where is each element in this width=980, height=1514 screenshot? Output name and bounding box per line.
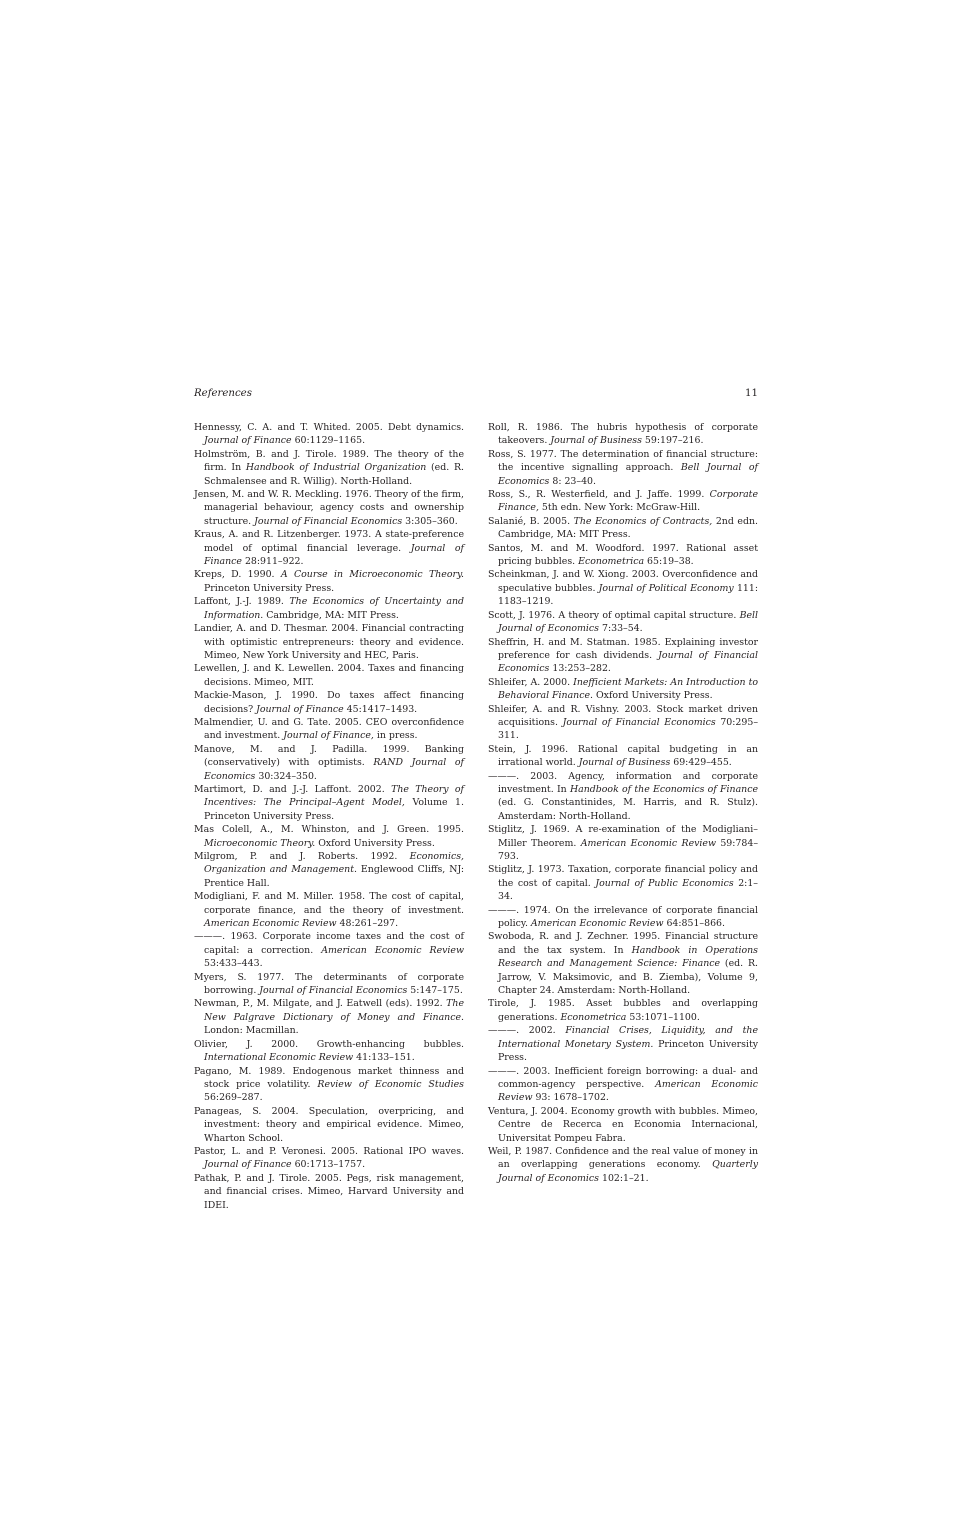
- reference-italic-segment: Review of Economic Studies: [317, 1078, 464, 1090]
- reference-text-segment: London: Macmillan.: [204, 1025, 299, 1037]
- reference-text-segment: 13:253–282.: [549, 663, 611, 675]
- reference-text-segment: 69:429–455.: [670, 757, 732, 769]
- reference-text-segment: 7:33–54.: [599, 623, 643, 635]
- reference-text-segment: Pagano, M. 1989. Endogenous market thinness and stock price volatility.: [194, 1065, 464, 1090]
- reference-italic-segment: Quarterly Journal of Economics: [498, 1159, 758, 1184]
- reference-text-segment: Kraus, A. and R. Litzenberger. 1973. A state-preference model of optimal financial leverage.: [194, 529, 464, 554]
- reference-text-segment: 8: 23–40.: [549, 475, 596, 487]
- reference-italic-segment: Economics, Organization and Management.: [204, 851, 464, 876]
- reference-text-segment: Oxford University Press.: [315, 837, 435, 849]
- reference-text-segment: ———. 1963. Corporate income taxes and the cost of capital: a correction.: [194, 931, 464, 956]
- reference-text-segment: Princeton University Press.: [498, 1038, 759, 1064]
- reference-italic-segment: Inefficient Markets: An Introduction to Behavioral Finance.: [498, 676, 758, 702]
- reference-entry: [488, 1105, 758, 1145]
- reference-text-segment: 41:133–151.: [353, 1052, 415, 1064]
- reference-text-segment: 53:433–443.: [204, 958, 263, 970]
- reference-italic-segment: Journal of Finance: [204, 435, 292, 447]
- reference-italic-segment: Journal of Finance,: [283, 730, 374, 742]
- reference-text-segment: 5:147–175.: [407, 985, 463, 997]
- reference-text-segment: Ross, S., R. Westerfield, and J. Jaffe. 1999.: [488, 489, 710, 501]
- reference-text-segment: (ed. R. Schmalensee and R. Willig). North-Holland.: [204, 462, 464, 487]
- reference-text-segment: 59:784–793.: [498, 837, 759, 862]
- reference-italic-segment: Journal of Finance: [204, 542, 464, 568]
- reference-italic-segment: Handbook in Operations Research and Management Science: Finance: [498, 944, 758, 970]
- reference-text-segment: 3:305–360.: [402, 515, 458, 527]
- reference-italic-segment: The New Palgrave Dictionary of Money and Finance.: [204, 998, 464, 1023]
- reference-text-segment: 2:1–34.: [498, 877, 758, 903]
- reference-text-segment: Stiglitz, J. 1969. A re-examination of the Modigliani–Miller Theorem.: [488, 824, 758, 849]
- reference-text-segment: Manove, M. and J. Padilla. 1999. Banking (conservatively) with optimists.: [194, 743, 464, 769]
- reference-italic-segment: A Course in Microeconomic Theory.: [280, 569, 464, 581]
- reference-entry: [194, 689, 464, 716]
- reference-entry: [194, 1145, 464, 1172]
- reference-entry: [488, 636, 758, 676]
- reference-text-segment: Newman, P., M. Milgate, and J. Eatwell (eds). 1992.: [194, 998, 447, 1010]
- reference-italic-segment: Microeconomic Theory.: [204, 837, 316, 849]
- reference-italic-segment: Handbook of the Economics of Finance: [569, 783, 759, 795]
- reference-entry: [194, 1065, 464, 1105]
- reference-text-segment: Stein, J. 1996. Rational capital budgeting in an irrational world.: [488, 743, 758, 769]
- reference-entry: [194, 716, 464, 743]
- reference-text-segment: Roll, R. 1986. The hubris hypothesis of corporate takeovers.: [488, 422, 758, 447]
- reference-italic-segment: American Economic Review: [204, 918, 337, 930]
- reference-text-segment: Cambridge, MA: MIT Press.: [263, 609, 399, 621]
- reference-text-segment: Volume 1. Princeton University Press.: [204, 797, 465, 822]
- reference-text-segment: Shleifer, A. 2000.: [488, 676, 574, 688]
- reference-entry: [194, 421, 464, 448]
- reference-text-segment: 28:911–922.: [241, 556, 304, 568]
- running-head-section-title: References: [194, 388, 252, 399]
- reference-text-segment: in press.: [373, 730, 418, 742]
- reference-text-segment: Scheinkman, J. and W. Xiong. 2003. Overconfidence and speculative bubbles.: [488, 569, 758, 594]
- reference-entry: [488, 488, 758, 515]
- reference-text-segment: 45:1417–1493.: [343, 703, 418, 715]
- references-column-left: [194, 421, 464, 1212]
- reference-text-segment: Milgrom, P. and J. Roberts. 1992.: [194, 851, 410, 862]
- reference-text-segment: 59:197–216.: [641, 435, 704, 447]
- reference-text-segment: Landier, A. and D. Thesmar. 2004. Financial contracting with optimistic entrepreneurs: theory and evidence. Mimeo, New York University and HEC, Paris.: [194, 623, 464, 661]
- reference-text-segment: Weil, P. 1987. Confidence and the real value of money in an overlapping generations economy.: [488, 1145, 758, 1171]
- reference-entry: [194, 488, 464, 528]
- reference-entry: [194, 971, 464, 998]
- reference-text-segment: 64:851–866.: [663, 918, 725, 930]
- reference-text-segment: Malmendier, U. and G. Tate. 2005. CEO overconfidence and investment.: [194, 716, 464, 742]
- reference-text-segment: Santos, M. and M. Woodford. 1997. Rational asset pricing bubbles.: [488, 542, 758, 568]
- reference-italic-segment: American Economic Review: [580, 837, 716, 849]
- reference-entry: [488, 823, 758, 863]
- reference-entry: [194, 783, 464, 823]
- reference-italic-segment: Econometrica: [560, 1011, 627, 1023]
- reference-entry: [488, 421, 758, 448]
- reference-text-segment: 48:261–297.: [336, 918, 399, 930]
- reference-text-segment: Jensen, M. and W. R. Meckling. 1976. Theory of the firm, managerial behaviour, agency costs and ownership structure.: [194, 489, 465, 527]
- reference-text-segment: 2nd edn. Cambridge, MA: MIT Press.: [498, 515, 758, 541]
- reference-entry: [194, 997, 464, 1037]
- reference-entry: [488, 904, 758, 931]
- reference-italic-segment: American Economic Review: [321, 944, 464, 956]
- reference-italic-segment: Bell Journal of Economics: [498, 462, 758, 487]
- reference-entry: [194, 595, 464, 622]
- reference-entry: [488, 930, 758, 997]
- reference-text-segment: ———. 2003. Inefficient foreign borrowing: a dual- and common-agency perspective.: [488, 1065, 758, 1090]
- reference-entry: [488, 515, 758, 542]
- reference-entry: [194, 850, 464, 890]
- reference-italic-segment: Journal of Public Economics: [595, 877, 734, 889]
- reference-entry: [194, 622, 464, 662]
- reference-text-segment: Tirole, J. 1985. Asset bubbles and overlapping generations.: [488, 998, 758, 1023]
- reference-text-segment: Scott, J. 1976. A theory of optimal capital structure.: [488, 609, 740, 621]
- reference-entry: [194, 662, 464, 689]
- reference-italic-segment: Financial Crises, Liquidity, and the International Monetary System.: [498, 1025, 758, 1050]
- reference-text-segment: Modigliani, F. and M. Miller. 1958. The cost of capital, corporate finance, and the theory of investment.: [194, 891, 464, 916]
- reference-text-segment: Swoboda, R. and J. Zechner. 1995. Financial structure and the tax system. In: [488, 931, 758, 956]
- reference-text-segment: Pastor, L. and P. Veronesi. 2005. Rational IPO waves.: [194, 1145, 464, 1157]
- reference-italic-segment: Econometrica: [578, 556, 645, 568]
- reference-text-segment: 102:1–21.: [599, 1172, 649, 1184]
- reference-text-segment: 65:19–38.: [644, 556, 694, 568]
- reference-text-segment: Pathak, P. and J. Tirole. 2005. Pegs, risk management, and financial crises. Mimeo, Harvard University and IDEI.: [194, 1172, 464, 1211]
- reference-entry: [488, 568, 758, 608]
- reference-text-segment: Martimort, D. and J.-J. Laffont. 2002.: [194, 783, 392, 795]
- reference-text-segment: 30:324–350.: [255, 770, 317, 782]
- running-head: [194, 388, 758, 404]
- reference-italic-segment: Journal of Finance: [204, 1159, 292, 1171]
- reference-entry: [488, 703, 758, 743]
- reference-text-segment: Laffont, J.-J. 1989.: [194, 596, 290, 608]
- reference-text-segment: Oxford University Press.: [593, 690, 713, 702]
- reference-italic-segment: RAND Journal of Economics: [204, 757, 464, 782]
- reference-entry: [488, 542, 758, 569]
- reference-entry: [488, 448, 758, 488]
- reference-entry: [488, 997, 758, 1024]
- reference-text-segment: Lewellen, J. and K. Lewellen. 2004. Taxes and financing decisions. Mimeo, MIT.: [194, 663, 464, 688]
- reference-text-segment: Sheffrin, H. and M. Statman. 1985. Explaining investor preference for cash dividends.: [488, 636, 758, 661]
- reference-text-segment: Panageas, S. 2004. Speculation, overpricing, and investment: theory and empirical evidence. Mimeo, Wharton School.: [194, 1105, 464, 1144]
- reference-text-segment: 53:1071–1100.: [626, 1011, 700, 1023]
- reference-text-segment: Myers, S. 1977. The determinants of corporate borrowing.: [194, 971, 464, 997]
- reference-text-segment: 70:295–311.: [498, 716, 759, 742]
- reference-italic-segment: American Economic Review: [530, 918, 664, 930]
- reference-italic-segment: Journal of Financial Economics: [562, 716, 716, 728]
- reference-text-segment: Englewood Cliffs, NJ: Prentice Hall.: [204, 864, 464, 889]
- reference-entry: [488, 743, 758, 770]
- reference-text-segment: (ed. R. Jarrow, V. Maksimovic, and B. Ziemba), Volume 9, Chapter 24. Amsterdam: North-Holland.: [498, 958, 758, 997]
- reference-entry: [488, 609, 758, 636]
- reference-entry: [194, 1105, 464, 1145]
- reference-text-segment: Salanié, B. 2005.: [488, 515, 574, 527]
- reference-italic-segment: Journal of Business: [550, 435, 642, 447]
- reference-text-segment: Holmström, B. and J. Tirole. 1989. The theory of the firm. In: [194, 448, 464, 474]
- reference-text-segment: Ventura, J. 2004. Economy growth with bubbles. Mimeo, Centre de Recerca en Economia Internacional, Universitat Pompeu Fabra.: [488, 1105, 758, 1144]
- reference-text-segment: ———. 2003. Agency, information and corporate investment. In: [488, 770, 758, 795]
- reference-entry: [488, 676, 758, 703]
- reference-text-segment: Ross, S. 1977. The determination of financial structure: the incentive signalling approach.: [488, 448, 758, 474]
- reference-italic-segment: The Economics of Uncertainty and Information.: [204, 596, 464, 621]
- reference-italic-segment: Journal of Financial Economics: [259, 985, 408, 997]
- reference-entry: [194, 930, 464, 970]
- reference-entry: [194, 568, 464, 595]
- reference-italic-segment: American Economic Review: [498, 1078, 758, 1104]
- reference-text-segment: Stiglitz, J. 1973. Taxation, corporate financial policy and the cost of capital.: [488, 864, 758, 889]
- reference-italic-segment: Journal of Financial Economics: [498, 649, 758, 675]
- reference-italic-segment: Journal of Finance: [256, 703, 344, 715]
- reference-text-segment: 5th edn. New York: McGraw-Hill.: [538, 502, 701, 514]
- reference-text-segment: Olivier, J. 2000. Growth-enhancing bubbles.: [194, 1038, 464, 1050]
- reference-entry: [194, 1172, 464, 1212]
- reference-text-segment: Princeton University Press.: [204, 582, 335, 594]
- reference-entry: [488, 863, 758, 903]
- reference-text-segment: Shleifer, A. and R. Vishny. 2003. Stock market driven acquisitions.: [488, 703, 758, 728]
- references-column-right: [488, 421, 758, 1185]
- reference-italic-segment: Journal of Financial Economics: [254, 515, 403, 527]
- reference-text-segment: ———. 1974. On the irrelevance of corporate financial policy.: [488, 904, 758, 930]
- reference-entry: [194, 743, 464, 783]
- reference-italic-segment: The Economics of Contracts,: [573, 515, 713, 527]
- reference-entry: [194, 448, 464, 488]
- reference-text-segment: Hennessy, C. A. and T. Whited. 2005. Debt dynamics.: [194, 422, 464, 433]
- reference-text-segment: 60:1713–1757.: [291, 1159, 366, 1171]
- reference-text-segment: Mackie-Mason, J. 1990. Do taxes affect financing decisions?: [194, 690, 464, 715]
- reference-entry: [488, 1145, 758, 1185]
- reference-text-segment: ———. 2002.: [488, 1025, 566, 1037]
- reference-italic-segment: Bell Journal of Economics: [498, 609, 758, 635]
- reference-text-segment: Kreps, D. 1990.: [194, 569, 281, 581]
- reference-entry: [488, 770, 758, 824]
- reference-italic-segment: Journal of Political Economy: [598, 582, 734, 594]
- reference-italic-segment: Corporate Finance,: [498, 489, 758, 514]
- reference-entry: [194, 1038, 464, 1065]
- reference-text-segment: 60:1129–1165.: [291, 435, 366, 447]
- reference-italic-segment: Journal of Business: [578, 757, 671, 769]
- reference-entry: [488, 1024, 758, 1064]
- reference-italic-segment: Handbook of Industrial Organization: [245, 462, 427, 474]
- reference-text-segment: 93: 1678–1702.: [532, 1092, 609, 1104]
- reference-text-segment: 111: 1183–1219.: [498, 582, 758, 608]
- reference-text-segment: 56:269–287.: [204, 1092, 263, 1104]
- reference-entry: [194, 890, 464, 930]
- reference-italic-segment: The Theory of Incentives: The Principal–Agent Model,: [204, 783, 464, 809]
- reference-entry: [488, 1065, 758, 1105]
- page-number: 11: [745, 388, 758, 399]
- reference-text-segment: Mas Colell, A., M. Whinston, and J. Green. 1995.: [194, 824, 464, 836]
- reference-italic-segment: International Economic Review: [204, 1052, 354, 1064]
- reference-entry: [194, 528, 464, 568]
- reference-text-segment: (ed. G. Constantinides, M. Harris, and R. Stulz). Amsterdam: North-Holland.: [498, 797, 758, 822]
- reference-entry: [194, 823, 464, 850]
